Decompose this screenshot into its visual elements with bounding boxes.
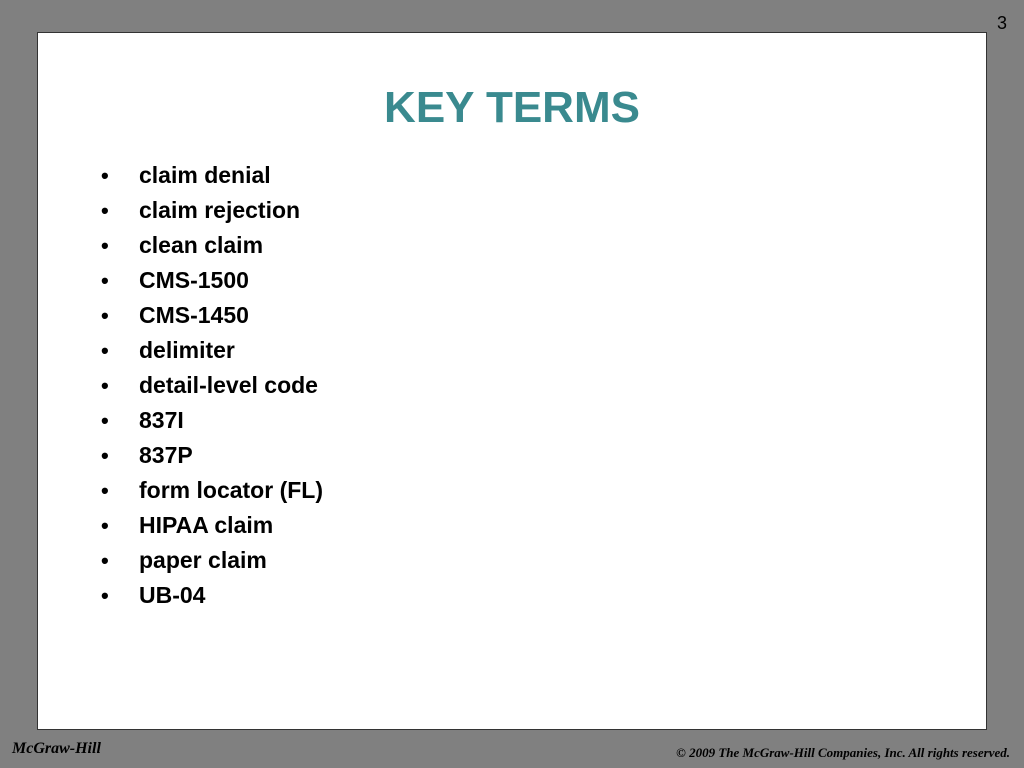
term-text: CMS-1500 xyxy=(139,267,249,293)
list-item xyxy=(101,333,323,368)
term-text: claim denial xyxy=(139,162,271,188)
publisher-name: McGraw-Hill xyxy=(12,740,101,757)
list-item xyxy=(101,263,323,298)
list-item xyxy=(101,158,323,193)
term-text: clean claim xyxy=(139,232,264,258)
bullet-icon: • xyxy=(101,162,109,188)
list-item xyxy=(101,438,323,473)
bullet-icon: • xyxy=(101,582,109,608)
bullet-icon: • xyxy=(101,477,109,503)
bullet-icon: • xyxy=(101,372,109,398)
term-text: 837I xyxy=(139,407,184,433)
term-text: detail-level code xyxy=(139,372,318,398)
list-item xyxy=(101,403,323,438)
bullet-icon: • xyxy=(101,197,109,223)
slide-number: 3 xyxy=(996,13,1007,33)
term-text: delimiter xyxy=(139,337,235,363)
term-text: UB-04 xyxy=(139,582,206,608)
bullet-icon: • xyxy=(101,547,109,573)
bullet-icon: • xyxy=(101,302,109,328)
list-item xyxy=(101,508,323,543)
key-terms-list xyxy=(101,158,323,613)
term-text: form locator (FL) xyxy=(139,477,323,503)
list-item xyxy=(101,193,323,228)
term-text: CMS-1450 xyxy=(139,302,249,328)
bullet-icon: • xyxy=(101,407,109,433)
bullet-icon: • xyxy=(101,512,109,538)
list-item xyxy=(101,473,323,508)
bullet-icon: • xyxy=(101,337,109,363)
copyright-notice: © 2009 The McGraw-Hill Companies, Inc. All rights reserved. xyxy=(676,745,1010,760)
bullet-icon: • xyxy=(101,267,109,293)
term-text: claim rejection xyxy=(139,197,301,223)
list-item xyxy=(101,228,323,263)
list-item xyxy=(101,578,323,613)
slide-title: KEY TERMS xyxy=(384,83,640,132)
term-text: paper claim xyxy=(139,547,267,573)
list-item xyxy=(101,543,323,578)
bullet-icon: • xyxy=(101,442,109,468)
term-text: HIPAA claim xyxy=(139,512,274,538)
term-text: 837P xyxy=(139,442,193,468)
bullet-icon: • xyxy=(101,232,109,258)
list-item xyxy=(101,368,323,403)
list-item xyxy=(101,298,323,333)
slide-content-panel xyxy=(37,32,987,730)
